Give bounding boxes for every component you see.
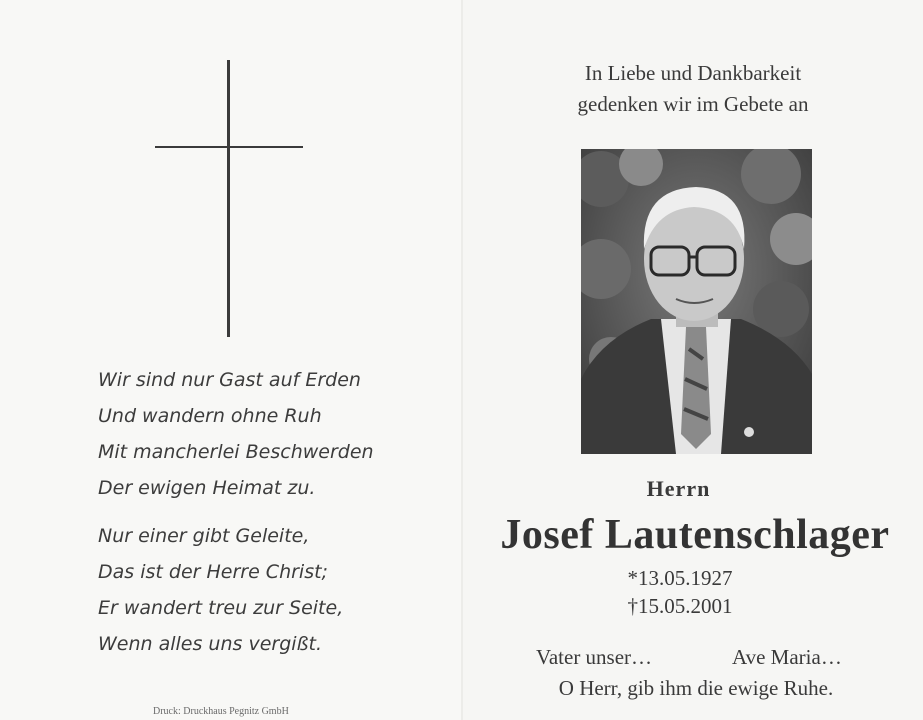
printer-credit: Druck: Druckhaus Pegnitz GmbH [153,706,289,717]
poem-line: Und wandern ohne Ruh [98,405,322,427]
closing-prayer: O Herr, gib ihm die ewige Ruhe. [558,676,834,700]
poem-line: Der ewigen Heimat zu. [98,477,316,499]
poem-line: Mit mancherlei Beschwerden [98,441,374,463]
birth-date: *13.05.1927 [627,566,733,590]
salutation: Herrn [646,476,711,501]
poem-line: Das ist der Herre Christ; [98,561,328,583]
deceased-name: Josef Lautenschlager [500,512,890,558]
portrait-photo [581,149,812,454]
prayer-ave-maria: Ave Maria… [732,645,842,669]
intro-line-1: In Liebe und Dankbarkeit [584,61,802,85]
poem-line: Wenn alles uns vergißt. [98,633,322,655]
intro-text [463,58,923,120]
poem-stanza-2 [98,518,343,662]
portrait-image [581,149,812,454]
poem-line: Er wandert treu zur Seite, [98,597,344,619]
poem-line: Wir sind nur Gast auf Erden [98,369,361,391]
poem-stanza-1 [98,362,374,506]
intro-line-2: gedenken wir im Gebete an [577,92,809,116]
poem-line: Nur einer gibt Geleite, [98,525,310,547]
prayer-vater-unser: Vater unser… [536,645,653,669]
death-date: †15.05.2001 [627,594,733,618]
